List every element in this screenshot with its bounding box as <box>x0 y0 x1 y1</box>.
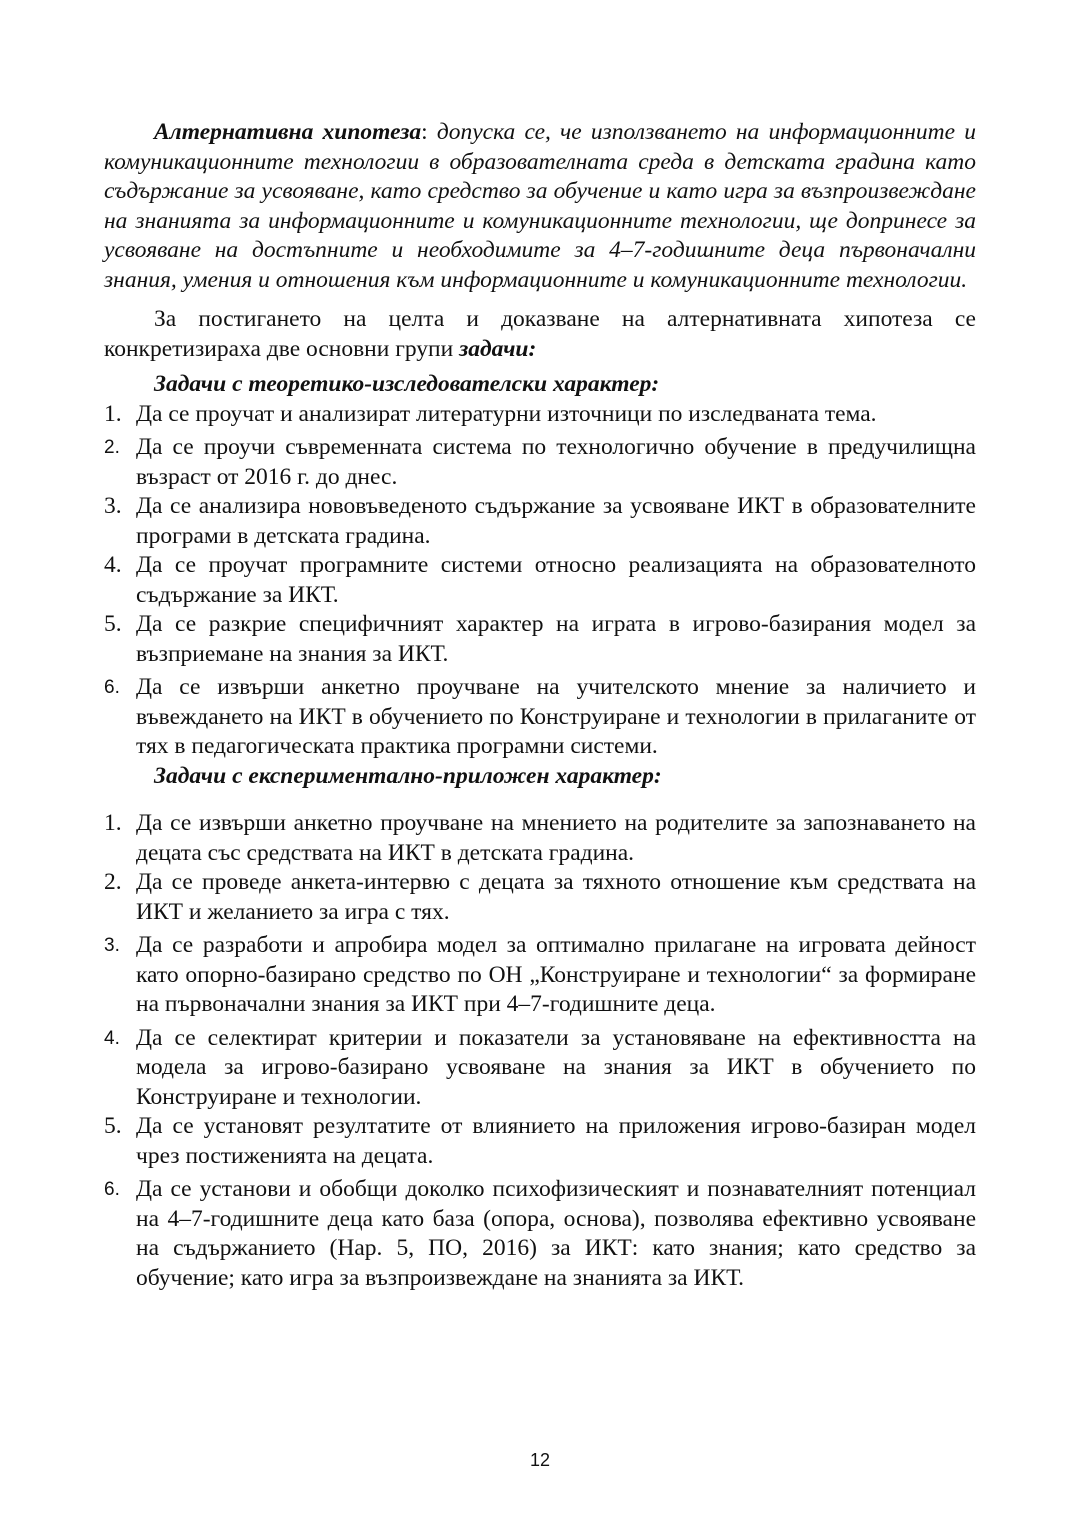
list-item <box>104 673 976 762</box>
item-text: Да се разработи и апробира модел за оптимално прилагане на игровата дейност като опорно-базирано средство по ОН „Конструиране и технологии“ за формиране на първоначални знания за ИКТ при 4–7-годишните деца. <box>136 932 976 1017</box>
page-number: 12 <box>529 1450 551 1470</box>
hypothesis-label: Алтернативна хипотеза <box>154 119 422 145</box>
hypothesis-text: допуска се, че използването на информационните и комуникационните технологии в образователната среда в детската градина като съдържание за усвояване, като средство за обучение и като игра за възпроизвеждане на знанията за информационните и комуникационните технологии, ще допринесе за усвояване на достъпните и необходимите за 4–7-годишните деца първоначални знания, умения и отношения към информационните и комуникационните технологии. <box>104 119 976 293</box>
item-text: Да се проведе анкета-интервю с децата за тяхното отношение към средствата на ИКТ и желанието за игра с тях. <box>136 869 976 925</box>
item-number: 3. <box>104 935 120 956</box>
item-number: 2. <box>104 437 120 458</box>
list-item <box>104 433 976 492</box>
page-content <box>104 118 976 1293</box>
item-text: Да се селектират критерии и показатели за установяване на ефективността на модела за игрово-базирано усвояване на знания за ИКТ в обучението по Конструиране и технологии. <box>136 1024 976 1110</box>
item-text: Да се разкрие специфичният характер на играта в игрово-базирания модел за възприемане на знания за ИКТ. <box>136 611 976 667</box>
list-item <box>104 551 976 610</box>
goal-paragraph <box>104 305 976 364</box>
item-text: Да се установят резултатите от влиянието на приложения игрово-базиран модел чрез постиженията на децата. <box>136 1113 976 1169</box>
item-text: Да се проучат програмните системи относно реализацията на образователното съдържание за ИКТ. <box>136 552 976 608</box>
item-number: 1. <box>104 810 122 836</box>
goal-text: За постигането на целта и доказване на алтернативната хипотеза се конкретизираха две основни групи <box>104 306 976 362</box>
list-item <box>104 1175 976 1293</box>
list-item <box>104 809 976 868</box>
theoretical-heading: Задачи с теоретико-изследователски характер: <box>154 371 660 397</box>
item-number: 5. <box>104 1113 122 1139</box>
theoretical-task-list <box>104 400 976 762</box>
item-text: Да се установи и обобщи доколко психофизическият и познавателният потенциал на 4–7-годишните деца като база (опора, основа), позволява ефективно усвояване на съдържанието (Нар. 5, ПО, 2016) за ИКТ: като знания; като средство за обучение; като игра за възпроизвеждане на знанията за ИКТ. <box>136 1176 976 1291</box>
list-item <box>104 400 976 430</box>
item-number: 4. <box>104 552 122 578</box>
hypothesis-colon: : <box>421 119 428 145</box>
list-item <box>104 868 976 927</box>
item-number: 4. <box>104 1027 120 1049</box>
item-number: 1. <box>104 400 122 427</box>
item-text: Да се извърши анкетно проучване на мнението на родителите за запознаването на децата със средствата на ИКТ в детската градина. <box>136 810 976 866</box>
item-text: Да се извърши анкетно проучване на учителското мнение за наличието и въвеждането на ИКТ в обучението по Конструиране и технологии в прилаганите от тях в педагогическата практика програмни системи. <box>136 674 976 759</box>
item-number: 6. <box>104 677 120 698</box>
goal-emphasis: задачи: <box>459 335 537 362</box>
hypothesis-paragraph <box>104 118 976 295</box>
item-text: Да се проучи съвременната система по технологично обучение в предучилищна възраст от 2016 г. до днес. <box>136 434 976 490</box>
item-number: 3. <box>104 493 122 519</box>
list-item <box>104 610 976 669</box>
list-item <box>104 492 976 551</box>
item-text: Да се анализира нововъведеното съдържание за усвояване ИКТ в образователните програми в детската градина. <box>136 493 976 549</box>
experimental-task-list <box>104 809 976 1293</box>
list-item <box>104 1112 976 1171</box>
item-number: 2. <box>104 869 122 895</box>
item-text: Да се проучат и анализират литературни източници по изследваната тема. <box>136 400 877 427</box>
list-item <box>104 931 976 1020</box>
item-number: 5. <box>104 611 122 637</box>
experimental-heading: Задачи с експериментално-приложен характер: <box>154 762 662 789</box>
item-number: 6. <box>104 1179 120 1200</box>
list-item <box>104 1024 976 1113</box>
